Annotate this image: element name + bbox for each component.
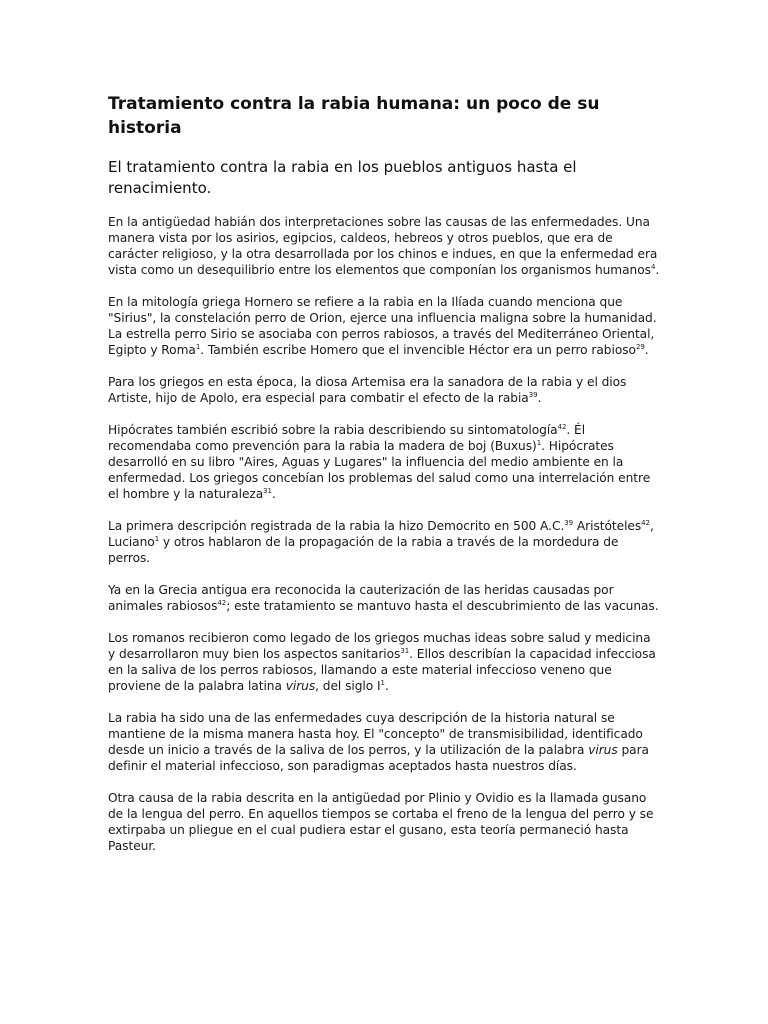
paragraph-text: para definir el material infeccioso, son paradigmas aceptados hasta nuestros días. xyxy=(108,743,649,773)
paragraph xyxy=(108,790,660,854)
italic-term: virus xyxy=(285,679,316,693)
paragraph-text: . xyxy=(655,263,660,277)
paragraph xyxy=(108,294,660,358)
citation-ref: 42 xyxy=(557,422,567,431)
document-subtitle: El tratamiento contra la rabia en los pueblos antiguos hasta el renacimiento. xyxy=(108,158,577,197)
paragraph xyxy=(108,710,660,774)
paragraph-text: ; este tratamiento se mantuvo hasta el descubrimiento de las vacunas. xyxy=(226,599,659,613)
document-title: Tratamiento contra la rabia humana: un poco de su historia xyxy=(108,94,600,138)
paragraph-text: Ya en la Grecia antigua era reconocida la cauterización de las heridas causadas por animales rabiosos xyxy=(108,583,614,613)
document-body xyxy=(108,214,660,854)
paragraph-text: Aristóteles xyxy=(573,519,642,533)
paragraph-text: La rabia ha sido una de las enfermedades cuya descripción de la historia natural se mantiene de la misma manera hasta hoy. El "concepto" de transmisibilidad, identificado desde un inicio a través de la saliva de los perros, y la utilización de la palabra xyxy=(108,711,643,757)
paragraph-text: En la antigüedad habián dos interpretaciones sobre las causas de las enfermedades. Una manera vista por los asirios, egipcios, caldeos, hebreos y otros pueblos, que era de carácter religioso, y la otra desarrollada por los chinos e indues, en que la enfermedad era vista como un desequilibrio entre los elementos que componían los organismos humanos xyxy=(108,215,658,277)
paragraph-text: En la mitología griega Hornero se refiere a la rabia en la Ilíada cuando menciona que "Sirius", la constelación perro de Orion, ejerce una influencia maligna sobre la humanidad. La estrella perro Sirio se asociaba con perros rabiosos, a través del Mediterráneo Oriental, Egipto y Roma xyxy=(108,295,657,357)
paragraph-text: . xyxy=(537,391,542,405)
paragraph xyxy=(108,422,660,502)
citation-ref: 4 xyxy=(650,262,656,271)
paragraph xyxy=(108,374,660,406)
citation-ref: 31 xyxy=(263,486,272,495)
citation-ref: 29 xyxy=(635,342,645,351)
citation-ref: 31 xyxy=(400,646,410,655)
paragraph-text: . xyxy=(644,343,649,357)
paragraph-text: . Ellos describían la capacidad infecciosa en la saliva de los perros rabiosos, llamando a este material infeccioso veneno que proviene de la palabra latina xyxy=(108,647,656,693)
italic-term: virus xyxy=(588,743,618,757)
paragraph-text: Para los griegos en esta época, la diosa Artemisa era la sanadora de la rabia y el dios Artiste, hijo de Apolo, era especial para combatir el efecto de la rabia xyxy=(108,375,627,405)
paragraph-text: , del siglo I xyxy=(315,679,381,693)
paragraph-text: . Hipócrates desarrolló en su libro "Aires, Aguas y Lugares" la influencia del medio ambiente en la enfermedad. Los griegos concebían los problemas del salud como una interrelación entre el hombre y la naturaleza xyxy=(108,439,651,501)
paragraph xyxy=(108,582,660,614)
paragraph-text: . También escribe Homero que el invencible Héctor era un perro rabioso xyxy=(200,343,636,357)
paragraph-text: . Él recomendaba como prevención para la rabia la madera de boj (Buxus) xyxy=(108,423,586,453)
document-page xyxy=(108,92,660,870)
paragraph-text: Hipócrates también escribió sobre la rabia describiendo su sintomatología xyxy=(108,423,558,437)
paragraph-text: La primera descripción registrada de la rabia la hizo Democrito en 500 A.C. xyxy=(108,519,565,533)
paragraph-text: Los romanos recibieron como legado de los griegos muchas ideas sobre salud y medicina y desarrollaron muy bien los aspectos sanitarios xyxy=(108,631,651,661)
paragraph xyxy=(108,214,660,278)
citation-ref: 1 xyxy=(380,678,385,687)
paragraph-text: , Luciano xyxy=(108,519,654,549)
citation-ref: 42 xyxy=(217,598,227,607)
paragraph xyxy=(108,630,660,694)
citation-ref: 42 xyxy=(641,518,650,527)
citation-ref: 39 xyxy=(564,518,574,527)
citation-ref: 1 xyxy=(154,534,160,543)
paragraph-text: y otros hablaron de la propagación de la rabia a través de la mordedura de perros. xyxy=(108,535,619,565)
paragraph xyxy=(108,518,660,566)
paragraph-text: Otra causa de la rabia descrita en la antigüedad por Plinio y Ovidio es la llamada gusano de la lengua del perro. En aquellos tiempos se cortaba el freno de la lengua del perro y se extirpaba un pliegue en el cual pudiera estar el gusano, esta teoría permaneció hasta Pasteur. xyxy=(108,791,654,853)
paragraph-text: . xyxy=(384,679,389,693)
paragraph-text: . xyxy=(271,487,276,501)
citation-ref: 39 xyxy=(528,390,538,399)
citation-ref: 1 xyxy=(536,438,542,447)
citation-ref: 1 xyxy=(195,342,201,351)
